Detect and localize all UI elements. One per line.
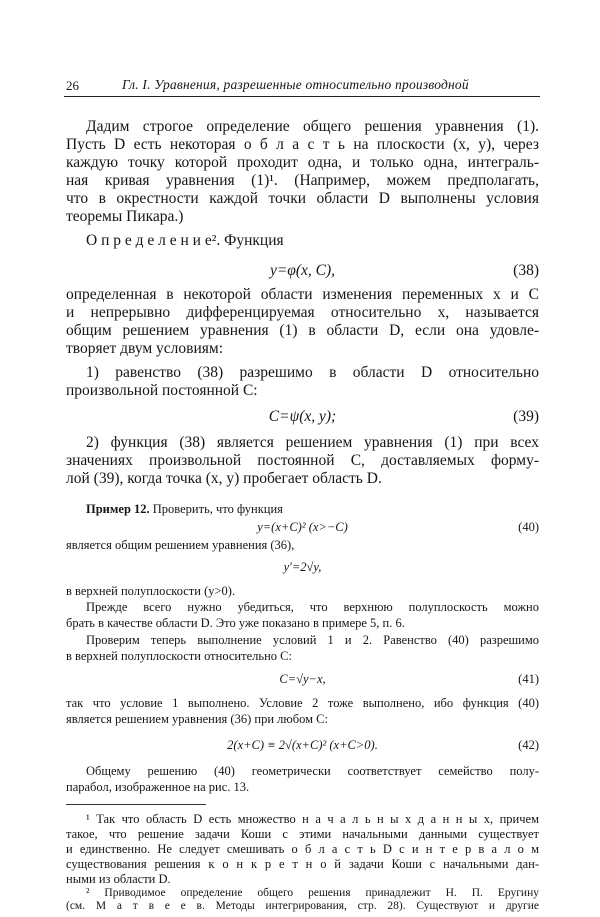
- running-title: Гл. I. Уравнения, разрешенные относительно производной: [122, 77, 469, 92]
- equation-42: 2(x+C) ≡ 2√(x+C)² (x+C>0).: [227, 738, 378, 752]
- equation-number-39: (39): [513, 408, 539, 425]
- example-intro-text: Проверить, что функция: [152, 502, 283, 516]
- condition-2-line: 2) функция (38) является решением уравнения (1) при всех: [86, 434, 539, 451]
- footnote-1-line: и единственно. Не следует смешивать о б л а с т ь D с и н т е р в а л о м: [66, 842, 539, 856]
- p1-line: Дадим строгое определение общего решения уравнения (1).: [86, 118, 539, 135]
- condition-1-line: произвольной постоянной C:: [66, 382, 258, 399]
- example-para-line: брать в качестве области D. Это уже показано в примере 5, п. 6.: [66, 616, 405, 630]
- example-para-line: Проверим теперь выполнение условий 1 и 2. Равенство (40) разрешимо: [86, 633, 539, 647]
- example-para-line: Прежде всего нужно убедиться, что верхнюю полуплоскость можно: [86, 600, 539, 614]
- p1-line: ная кривая уравнения (1)¹. (Например, можем предполагать,: [66, 172, 539, 189]
- equation-36: y′=2√y,: [283, 560, 322, 574]
- example-label: Пример 12.: [86, 502, 150, 516]
- footnote-1-line: существования решения к о н к р е т н о й задачи Коши с начальными дан-: [66, 857, 539, 871]
- footnote-2-line: ² Приводимое определение общего решения принадлежит Н. П. Еругину: [86, 887, 539, 899]
- p2-line: творяет двум условиям:: [66, 340, 224, 357]
- footnote-1-line: такое, что решение задачи Коши с этими начальными данными существует: [66, 827, 539, 841]
- equation-41: C=√y−x,: [279, 672, 326, 686]
- page-number: 26: [66, 78, 79, 93]
- condition-2-line: значениях произвольной постоянной C, доставляемых форму-: [66, 452, 539, 469]
- p1-line: теоремы Пикара.): [66, 208, 184, 225]
- example-intro: [86, 502, 283, 517]
- example-text: является общим решением уравнения (36),: [66, 538, 295, 552]
- footnote-1-line: ными из области D.: [66, 872, 171, 886]
- p2-line: и непрерывно дифференцируемая относительно x, называется: [66, 304, 539, 321]
- p2-line: определенная в некоторой области изменения переменных x и C: [66, 286, 539, 303]
- equation-number-40: (40): [518, 520, 539, 534]
- condition-2-line: лой (39), когда точка (x, y) пробегает область D.: [66, 470, 382, 487]
- equation-38: y=φ(x, C),: [269, 262, 336, 279]
- example-para-line: в верхней полуплоскости относительно C:: [66, 649, 292, 663]
- condition-1-line: 1) равенство (38) разрешимо в области D относительно: [86, 364, 539, 381]
- example-para-line: является решением уравнения (36) при любом C:: [66, 712, 328, 726]
- example-text: в верхней полуплоскости (y>0).: [66, 584, 236, 598]
- header-rule: [64, 96, 540, 97]
- equation-40: y=(x+C)² (x>−C): [257, 520, 348, 534]
- example-para-line: Общему решению (40) геометрически соответствует семейство полу-: [86, 764, 539, 778]
- p1-line: что в окрестности каждой точки области D выполнены условия: [66, 190, 539, 207]
- example-para-line: парабол, изображенное на рис. 13.: [66, 780, 250, 794]
- p2-line: общим решением уравнения (1) в области D, если она удовле-: [66, 322, 539, 339]
- footnote-2-line: (см. М а т в е е в. Методы интегрирования, стр. 28). Существуют и другие: [66, 900, 539, 912]
- p1-line: Пусть D есть некоторая о б л а с т ь на плоскости (x, y), через: [66, 136, 539, 153]
- equation-number-38: (38): [513, 262, 539, 279]
- definition-heading: О п р е д е л е н и е². Функция: [86, 232, 284, 249]
- equation-number-42: (42): [518, 738, 539, 752]
- equation-39: C=ψ(x, y);: [268, 408, 337, 425]
- equation-number-41: (41): [518, 672, 539, 686]
- footnote-1-line: ¹ Так что область D есть множество н а ч а л ь н ы х д а н н ы х, причем: [86, 812, 539, 826]
- footnote-rule: [66, 804, 206, 805]
- example-para-line: так что условие 1 выполнено. Условие 2 тоже выполнено, ибо функция (40): [66, 696, 539, 710]
- p1-line: каждую точку которой проходит одна, и только одна, интеграль-: [66, 154, 539, 171]
